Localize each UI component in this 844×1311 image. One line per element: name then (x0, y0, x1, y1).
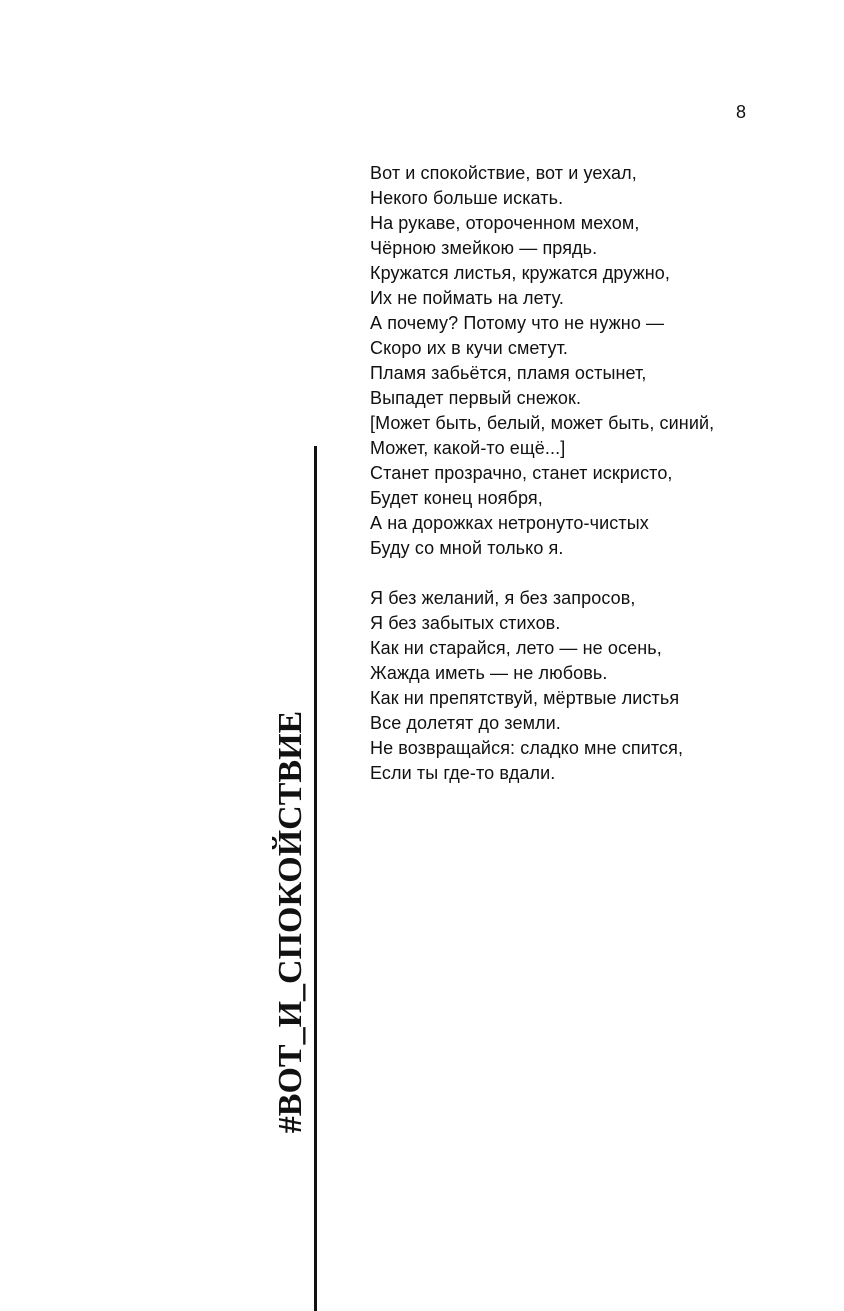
vertical-divider (314, 446, 317, 1311)
poem-line: [Может быть, белый, может быть, синий, (370, 413, 715, 433)
poem-line: Будет конец ноября, (370, 488, 543, 508)
poem-line: Станет прозрачно, станет искристо, (370, 463, 673, 483)
poem-line: Их не поймать на лету. (370, 288, 565, 308)
poem-line: Я без забытых стихов. (370, 613, 561, 633)
poem-line: Не возвращайся: сладко мне спится, (370, 738, 684, 758)
poem-line: Я без желаний, я без запросов, (370, 588, 636, 608)
page-number: 8 (736, 102, 747, 122)
poem-line: Кружатся листья, кружатся дружно, (370, 263, 671, 283)
poem-line: Как ни препятствуй, мёртвые листья (370, 688, 680, 708)
stanza-2 (370, 586, 790, 786)
poem-line: Как ни старайся, лето — не осень, (370, 638, 662, 658)
poem-line: Чёрною змейкою — прядь. (370, 238, 598, 258)
poem-line: Все долетят до земли. (370, 713, 561, 733)
poem-line: Некого больше искать. (370, 188, 564, 208)
poem-line: Если ты где-то вдали. (370, 763, 556, 783)
poem-line: Вот и спокойствие, вот и уехал, (370, 163, 637, 183)
poem-line: Скоро их в кучи сметут. (370, 338, 569, 358)
poem-line: Жажда иметь — не любовь. (370, 663, 608, 683)
poem-line: Пламя забьётся, пламя остынет, (370, 363, 647, 383)
poem-line: На рукаве, отороченном мехом, (370, 213, 640, 233)
poem (370, 161, 790, 811)
poem-line: Буду со мной только я. (370, 538, 564, 558)
poem-line: А почему? Потому что не нужно — (370, 313, 665, 333)
poem-line: Выпадет первый снежок. (370, 388, 582, 408)
side-title: #ВОТ_И_СПОКОЙСТВИЕ (272, 710, 309, 1134)
poem-line: А на дорожках нетронуто-чистых (370, 513, 649, 533)
stanza-1 (370, 161, 790, 561)
poem-line: Может, какой-то ещё...] (370, 438, 566, 458)
